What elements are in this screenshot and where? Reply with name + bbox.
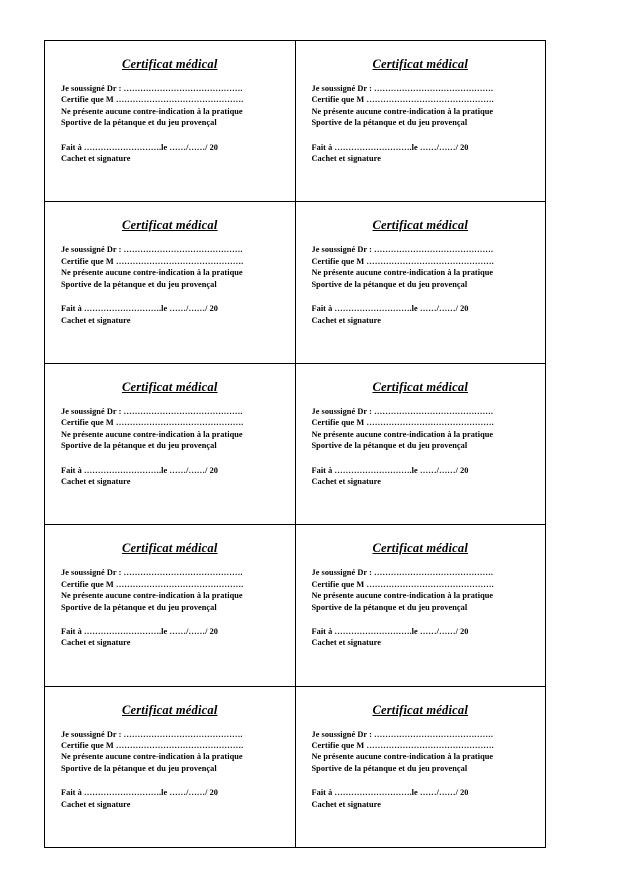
certificate-line-place-date: Fait à ……………………….le ……/……/ 20 [311,142,469,152]
certificate-line-place-date: Fait à ……………………….le ……/……/ 20 [61,465,219,475]
certificate-footer [55,626,285,649]
certificate-footer [306,626,536,649]
certificate-card [296,202,547,363]
certificate-spacer [55,290,285,303]
certificate-line-statement: Ne présente aucune contre-indication à la pratique [311,268,494,278]
certificate-body [306,729,536,775]
certificate-line-doctor: Je soussigné Dr : ……………………………………. [61,84,243,93]
certificate-line-place-date: Fait à ……………………….le ……/……/ 20 [311,465,469,475]
certificate-title: Certificat médical [372,57,469,71]
certificate-line-sport: Sportive de la pétanque et du jeu provençal [61,763,217,773]
certificate-body [55,406,285,452]
certificate-spacer [55,613,285,626]
certificate-footer [55,787,285,810]
certificate-line-stamp: Cachet et signature [61,799,131,809]
certificate-spacer [306,452,536,465]
certificate-line-stamp: Cachet et signature [61,476,131,486]
certificate-line-stamp: Cachet et signature [311,799,381,809]
certificate-spacer [306,129,536,142]
certificate-line-sport: Sportive de la pétanque et du jeu provençal [61,118,217,128]
certificate-body [306,244,536,290]
certificate-body [55,244,285,290]
certificate-line-place-date: Fait à ……………………….le ……/……/ 20 [311,788,469,798]
certificate-line-patient: Certifie que M ………………………………………. [61,95,244,105]
certificate-line-doctor: Je soussigné Dr : ……………………………………. [61,245,243,255]
certificate-body [306,406,536,452]
certificate-line-statement: Ne présente aucune contre-indication à la pratique [61,429,243,439]
certificate-line-patient: Certifie que M ………………………………………. [61,579,244,589]
certificate-line-stamp: Cachet et signature [61,154,131,164]
certificate-line-place-date: Fait à ……………………….le ……/……/ 20 [61,142,219,152]
certificate-line-statement: Ne présente aucune contre-indication à la pratique [61,106,243,116]
certificate-card [296,364,547,525]
certificate-spacer [55,774,285,787]
certificate-body [55,729,285,775]
certificate-line-sport: Sportive de la pétanque et du jeu provençal [61,602,217,612]
certificate-line-place-date: Fait à ……………………….le ……/……/ 20 [61,788,219,798]
certificate-line-stamp: Cachet et signature [311,154,381,164]
certificate-line-doctor: Je soussigné Dr : ……………………………………. [311,729,493,739]
certificate-line-sport: Sportive de la pétanque et du jeu provençal [311,763,468,773]
certificate-spacer [306,290,536,303]
certificate-body [55,567,285,613]
certificate-title: Certificat médical [372,702,469,717]
certificate-line-statement: Ne présente aucune contre-indication à la pratique [311,429,494,439]
certificate-footer [306,303,536,326]
certificate-line-patient: Certifie que M ………………………………………. [311,418,494,428]
certificate-line-patient: Certifie que M ………………………………………. [61,418,244,428]
certificate-line-stamp: Cachet et signature [311,476,381,486]
certificate-card [296,525,547,686]
certificate-title: Certificat médical [372,218,469,233]
certificate-line-place-date: Fait à ……………………….le ……/……/ 20 [311,626,469,636]
certificate-line-patient: Certifie que M ………………………………………. [311,95,494,105]
certificate-card [45,41,296,202]
certificate-card [45,525,296,686]
certificate-line-sport: Sportive de la pétanque et du jeu provençal [61,441,217,451]
certificate-title: Certificat médical [121,541,218,556]
certificate-title: Certificat médical [372,379,469,394]
certificate-line-statement: Ne présente aucune contre-indication à la pratique [61,268,243,278]
certificate-line-stamp: Cachet et signature [311,315,381,325]
certificate-footer [55,303,285,326]
certificate-spacer [55,452,285,465]
certificate-line-doctor: Je soussigné Dr : ……………………………………. [61,406,243,416]
certificate-footer [55,465,285,488]
certificate-line-patient: Certifie que M ………………………………………. [311,579,494,589]
certificate-footer [55,142,285,165]
certificate-body [306,567,536,613]
certificate-spacer [306,613,536,626]
certificate-title: Certificat médical [121,218,218,233]
certificate-line-patient: Certifie que M ………………………………………. [61,256,244,266]
certificate-footer [306,787,536,810]
certificate-line-place-date: Fait à ……………………….le ……/……/ 20 [61,304,219,314]
certificate-line-sport: Sportive de la pétanque et du jeu provençal [61,279,217,289]
certificate-line-stamp: Cachet et signature [311,638,381,648]
certificate-line-place-date: Fait à ……………………….le ……/……/ 20 [61,626,219,636]
certificate-line-stamp: Cachet et signature [61,638,131,648]
certificate-title: Certificat médical [372,541,469,556]
certificate-footer [306,465,536,488]
certificate-line-doctor: Je soussigné Dr : ……………………………………. [61,568,243,578]
certificate-title: Certificat médical [121,702,218,717]
certificate-line-doctor: Je soussigné Dr : ……………………………………. [311,568,493,578]
certificate-line-patient: Certifie que M ………………………………………. [311,256,494,266]
certificate-card [45,202,296,363]
certificate-line-doctor: Je soussigné Dr : ……………………………………. [311,406,493,416]
certificate-card [296,41,547,202]
certificate-spacer [306,774,536,787]
certificate-line-patient: Certifie que M ………………………………………. [311,741,494,751]
certificate-line-statement: Ne présente aucune contre-indication à la pratique [61,752,243,762]
certificate-line-doctor: Je soussigné Dr : ……………………………………. [311,84,493,93]
certificate-line-statement: Ne présente aucune contre-indication à la pratique [61,591,243,601]
certificate-title: Certificat médical [121,379,218,394]
certificate-spacer [55,129,285,142]
certificate-card [45,687,296,848]
certificate-grid [44,40,546,848]
certificate-line-doctor: Je soussigné Dr : ……………………………………. [311,245,493,255]
certificate-body [55,83,285,129]
certificate-card [296,687,547,848]
certificate-line-statement: Ne présente aucune contre-indication à la pratique [311,752,494,762]
certificate-title: Certificat médical [121,57,218,71]
certificate-line-sport: Sportive de la pétanque et du jeu provençal [311,441,468,451]
certificate-line-sport: Sportive de la pétanque et du jeu provençal [311,602,468,612]
certificate-line-statement: Ne présente aucune contre-indication à la pratique [311,106,494,116]
certificate-line-sport: Sportive de la pétanque et du jeu provençal [311,279,468,289]
certificate-footer [306,142,536,165]
certificate-line-stamp: Cachet et signature [61,315,131,325]
certificate-body [306,83,536,129]
certificate-card [45,364,296,525]
certificate-line-statement: Ne présente aucune contre-indication à la pratique [311,591,494,601]
certificate-line-patient: Certifie que M ………………………………………. [61,741,244,751]
certificate-line-doctor: Je soussigné Dr : ……………………………………. [61,729,243,739]
certificate-line-place-date: Fait à ……………………….le ……/……/ 20 [311,304,469,314]
certificate-line-sport: Sportive de la pétanque et du jeu provençal [311,118,468,128]
